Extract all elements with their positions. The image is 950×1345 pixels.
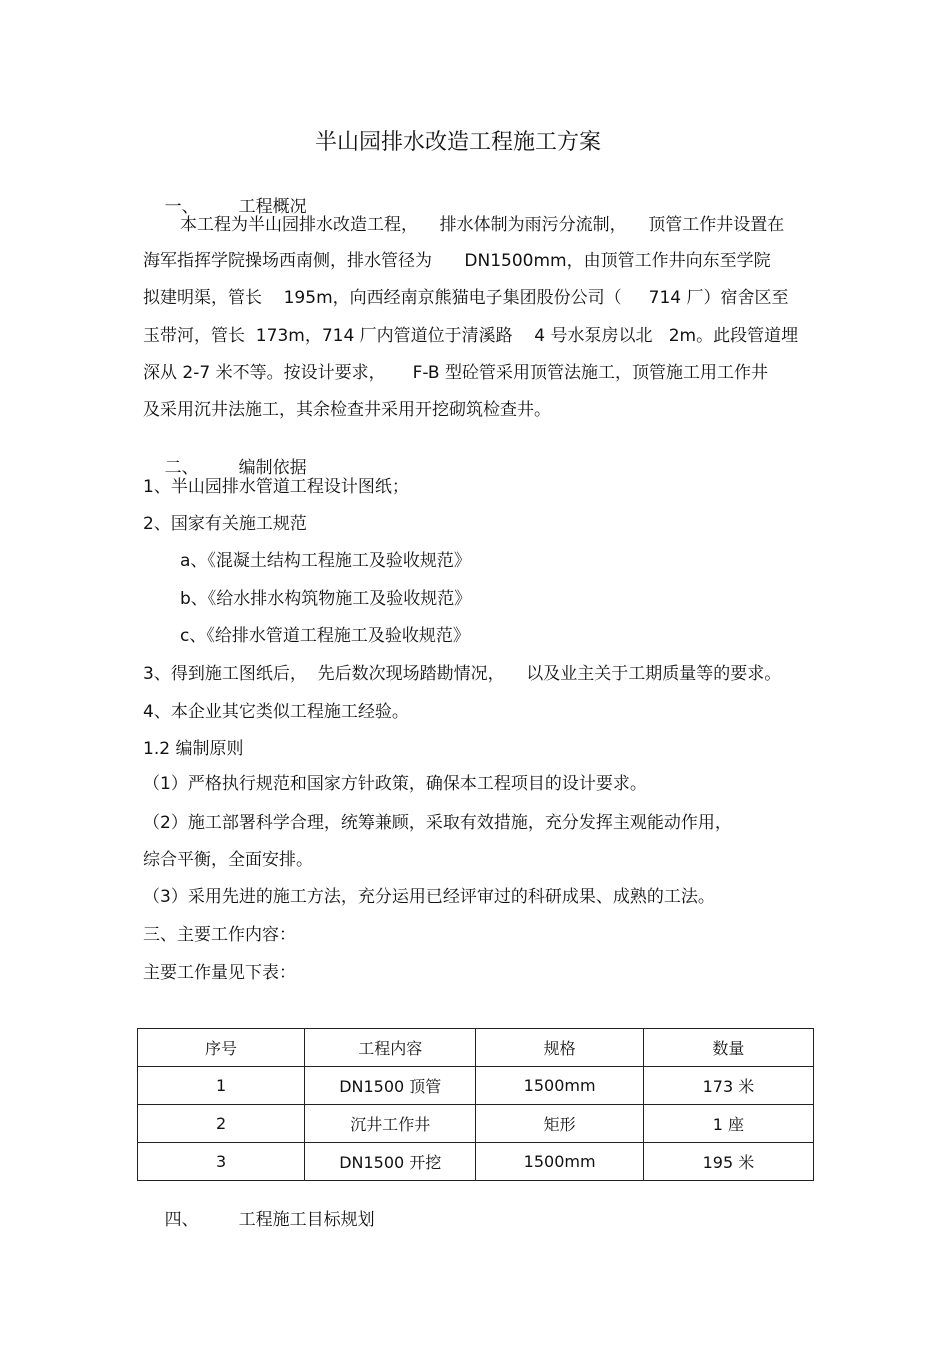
section-title: 编制依据 <box>238 458 307 478</box>
section-title: 工程施工目标规划 <box>238 1210 375 1230</box>
table-intro: 主要工作量见下表： <box>143 963 296 983</box>
column-header: 数量 <box>643 1029 813 1067</box>
section-number: 二、 <box>164 458 199 478</box>
paragraph-line: 深从 2-7 米不等。按设计要求， F-B 型砼管采用顶管法施工，顶管施工用工作井 <box>143 363 768 383</box>
table-row <box>138 1105 814 1143</box>
section-number: 四、 <box>164 1210 199 1230</box>
table-cell: 173 米 <box>643 1067 813 1105</box>
principle-item: （1）严格执行规范和国家方针政策，确保本工程项目的设计要求。 <box>143 774 647 794</box>
paragraph-line: 海军指挥学院操场西南侧，排水管径为 DN1500mm，由顶管工作井向东至学院 <box>143 251 771 271</box>
paragraph-line: 玉带河，管长 173m，714 厂内管道位于清溪路 4 号水泵房以北 2m。此段管道埋 <box>143 326 799 346</box>
page-title: 半山园排水改造工程施工方案 <box>314 130 601 155</box>
paragraph-line: 本工程为半山园排水改造工程， 排水体制为雨污分流制， 顶管工作井设置在 <box>180 215 785 235</box>
section-title: 工程概况 <box>238 197 307 217</box>
basis-item: 4、本企业其它类似工程施工经验。 <box>143 702 409 722</box>
basis-item: 3、得到施工图纸后， 先后数次现场踏勘情况， 以及业主关于工期质量等的要求。 <box>143 664 782 684</box>
section-heading-4 <box>143 1190 375 1250</box>
principle-item: （2）施工部署科学合理，统筹兼顾，采取有效措施，充分发挥主观能动作用， <box>143 813 732 833</box>
table-cell: 1 座 <box>643 1105 813 1143</box>
column-header: 工程内容 <box>305 1029 476 1067</box>
table-row <box>138 1067 814 1105</box>
table-cell: 1 <box>138 1067 305 1105</box>
table-cell: 1500mm <box>476 1067 643 1105</box>
table-row <box>138 1143 814 1181</box>
spec-item: c、《给排水管道工程施工及验收规范》 <box>180 626 470 646</box>
table-cell: 沉井工作井 <box>305 1105 476 1143</box>
table-cell: 矩形 <box>476 1105 643 1143</box>
section-heading-3: 三、主要工作内容： <box>143 925 296 945</box>
principle-item: 综合平衡，全面安排。 <box>143 850 313 870</box>
table-cell: 3 <box>138 1143 305 1181</box>
table-cell: 1500mm <box>476 1143 643 1181</box>
table-cell: 195 米 <box>643 1143 813 1181</box>
work-quantity-table <box>137 1028 814 1181</box>
table-header-row <box>138 1029 814 1067</box>
table-cell: DN1500 开挖 <box>305 1143 476 1181</box>
basis-item: 2、国家有关施工规范 <box>143 514 307 534</box>
table-cell: 2 <box>138 1105 305 1143</box>
table-cell: DN1500 顶管 <box>305 1067 476 1105</box>
paragraph-line: 拟建明渠，管长 195m，向西经南京熊猫电子集团股份公司（ 714 厂）宿舍区至 <box>143 288 789 308</box>
section-number: 一、 <box>164 197 199 217</box>
spec-item: a、《混凝土结构工程施工及验收规范》 <box>180 551 471 571</box>
principles-heading: 1.2 编制原则 <box>143 739 244 759</box>
basis-item: 1、半山园排水管道工程设计图纸； <box>143 477 409 497</box>
spec-item: b、《给水排水构筑物施工及验收规范》 <box>180 589 472 609</box>
column-header: 规格 <box>476 1029 643 1067</box>
paragraph-line: 及采用沉井法施工，其余检查井采用开挖砌筑检查井。 <box>143 400 551 420</box>
column-header: 序号 <box>138 1029 305 1067</box>
principle-item: （3）采用先进的施工方法，充分运用已经评审过的科研成果、成熟的工法。 <box>143 887 715 907</box>
